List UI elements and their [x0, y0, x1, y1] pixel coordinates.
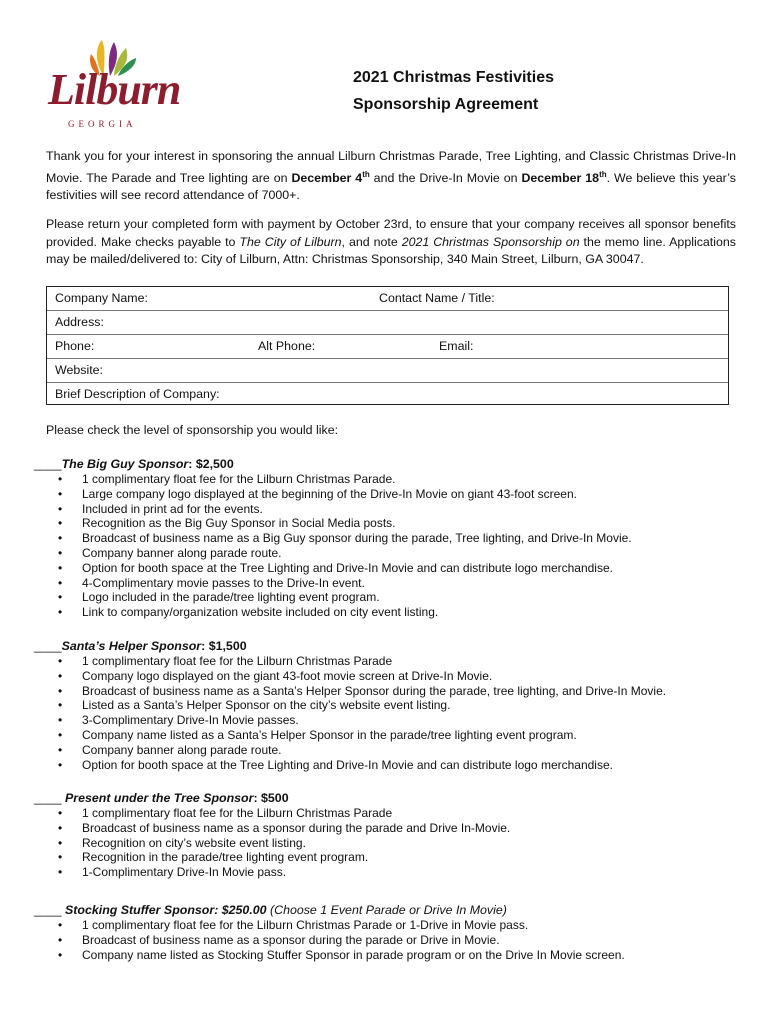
list-item: • Option for booth space at the Tree Lighting and Drive-In Movie and can distribute logo merchandise. [58, 757, 613, 772]
tier-heading: ____The Big Guy Sponsor: $2,500 [34, 457, 234, 471]
list-item: • Company name listed as Stocking Stuffer Sponsor in parade program or on the Drive In Movie screen. [58, 947, 625, 962]
company-name-field[interactable]: Company Name: [55, 291, 148, 305]
list-item: • Listed as a Santa’s Helper Sponsor on the city’s website event listing. [58, 698, 451, 713]
list-item: • Broadcast of business name as a Big Guy sponsor during the parade, Tree lighting, and Drive-In Movie. [58, 531, 632, 546]
contact-name-field[interactable]: Contact Name / Title: [379, 291, 495, 305]
benefit-list [34, 472, 734, 620]
tier-present-under-tree [34, 790, 734, 880]
tier-note: (Choose 1 Event Parade or Drive In Movie) [266, 903, 507, 917]
list-item: • Company banner along parade route. [58, 545, 282, 560]
form-row-website [47, 358, 728, 382]
list-item: • Broadcast of business name as a Santa’s Helper Sponsor during the parade, tree lighting, and Drive-In Movie. [58, 683, 667, 698]
list-item: • Company name listed as a Santa’s Helper Sponsor in the parade/tree lighting event program. [58, 727, 577, 742]
address-field[interactable]: Address: [55, 315, 104, 329]
tier-checkbox-line[interactable]: ____ [34, 457, 62, 471]
intro-text: the memo line. Applications may be mailed/delivered to: City of Lilburn, Attn: Christmas Sponsorship, 340 Main Street, Lilburn, GA 30047. [46, 234, 736, 266]
form-row-company [47, 287, 728, 310]
list-item: • 3-Complimentary Drive-In Movie passes. [58, 713, 299, 728]
list-item: • Broadcast of business name as a sponsor during the parade and Drive In-Movie. [58, 820, 511, 835]
tier-stocking-stuffer [34, 902, 734, 962]
form-row-address [47, 310, 728, 334]
list-item: • 1-Complimentary Drive-In Movie pass. [58, 865, 287, 880]
list-item: • 1 complimentary float fee for the Lilburn Christmas Parade or 1-Drive in Movie pass. [58, 918, 529, 932]
list-item: • Recognition as the Big Guy Sponsor in Social Media posts. [58, 516, 396, 531]
phone-field[interactable]: Phone: [55, 339, 95, 353]
list-item: • Broadcast of business name as a sponsor during the parade or Drive in Movie. [58, 932, 500, 947]
logo-state-text: GEORGIA [68, 119, 137, 129]
form-row-phone [47, 334, 728, 358]
title-line-1: 2021 Christmas Festivities [353, 69, 554, 86]
logo-wordmark: Lilburn [48, 65, 181, 114]
benefit-list [34, 918, 734, 962]
tier-heading: ____ Present under the Tree Sponsor: $500 [34, 791, 289, 805]
intro-text: Thank you for your interest in sponsoring the annual Lilburn Christmas Parade, Tree Lighting, and Classic Christmas Drive-In Movie. The Parade and Tree lighting are on [46, 149, 736, 185]
list-item: • Company banner along parade route. [58, 742, 282, 757]
intro-text: Please return your completed form with payment by October 23rd, to ensure that your company receives all sponsor benefits provided. Make checks payable to [46, 217, 736, 249]
alt-phone-field[interactable]: Alt Phone: [258, 339, 316, 353]
intro-text: . We believe this year’s festivities will see record attendance of 7000+. [46, 170, 736, 203]
parade-date: December 4th [291, 169, 370, 185]
list-item: • Option for booth space at the Tree Lighting and Drive-In Movie and can distribute logo merchandise. [58, 560, 613, 575]
list-item: • Logo included in the parade/tree lighting event program. [58, 590, 380, 605]
payee-name: The City of Lilburn [239, 234, 342, 249]
memo-text: 2021 Christmas Sponsorship on [401, 234, 580, 249]
title-line-2: Sponsorship Agreement [353, 96, 539, 113]
tier-santas-helper [34, 638, 734, 772]
list-item: • Recognition in the parade/tree lighting event program. [58, 850, 369, 865]
list-item: • 1 complimentary float fee for the Lilburn Christmas Parade. [58, 472, 396, 486]
intro-text: and the Drive-In Movie on [369, 170, 522, 185]
list-item: • 4-Complimentary movie passes to the Drive-In event. [58, 575, 365, 590]
description-field[interactable]: Brief Description of Company: [55, 387, 220, 401]
tier-big-guy [34, 456, 734, 620]
intro-paragraph-1 [46, 148, 736, 205]
benefit-list [34, 654, 734, 772]
list-item: • Company logo displayed on the giant 43-foot movie screen at Drive-In Movie. [58, 668, 493, 683]
lilburn-logo [44, 36, 181, 132]
benefit-list [34, 806, 734, 880]
tier-checkbox-line[interactable]: ____ [34, 791, 62, 805]
list-item: • Large company logo displayed at the beginning of the Drive-In Movie on giant 43-foot screen. [58, 486, 577, 501]
tier-checkbox-line[interactable]: ____ [34, 903, 62, 917]
list-item: • 1 complimentary float fee for the Lilburn Christmas Parade [58, 806, 393, 820]
email-field[interactable]: Email: [439, 339, 474, 353]
tier-heading: ____Santa’s Helper Sponsor: $1,500 [34, 639, 247, 653]
list-item: • Link to company/organization website included on city event listing. [58, 605, 439, 620]
tier-heading: ____ Stocking Stuffer Sponsor: $250.00 (Choose 1 Event Parade or Drive In Movie) [34, 903, 507, 917]
list-item: • 1 complimentary float fee for the Lilburn Christmas Parade [58, 654, 393, 668]
movie-date: December 18th [521, 169, 607, 185]
form-row-description [47, 382, 728, 406]
list-item: • Included in print ad for the events. [58, 501, 263, 516]
tier-checkbox-line[interactable]: ____ [34, 639, 62, 653]
company-info-form [46, 286, 729, 405]
sponsorship-prompt: Please check the level of sponsorship you would like: [46, 423, 339, 437]
intro-paragraph-2 [46, 216, 736, 269]
page-title [353, 64, 554, 118]
website-field[interactable]: Website: [55, 363, 103, 377]
list-item: • Recognition on city’s website event listing. [58, 835, 306, 850]
intro-text: , and note [341, 234, 402, 249]
